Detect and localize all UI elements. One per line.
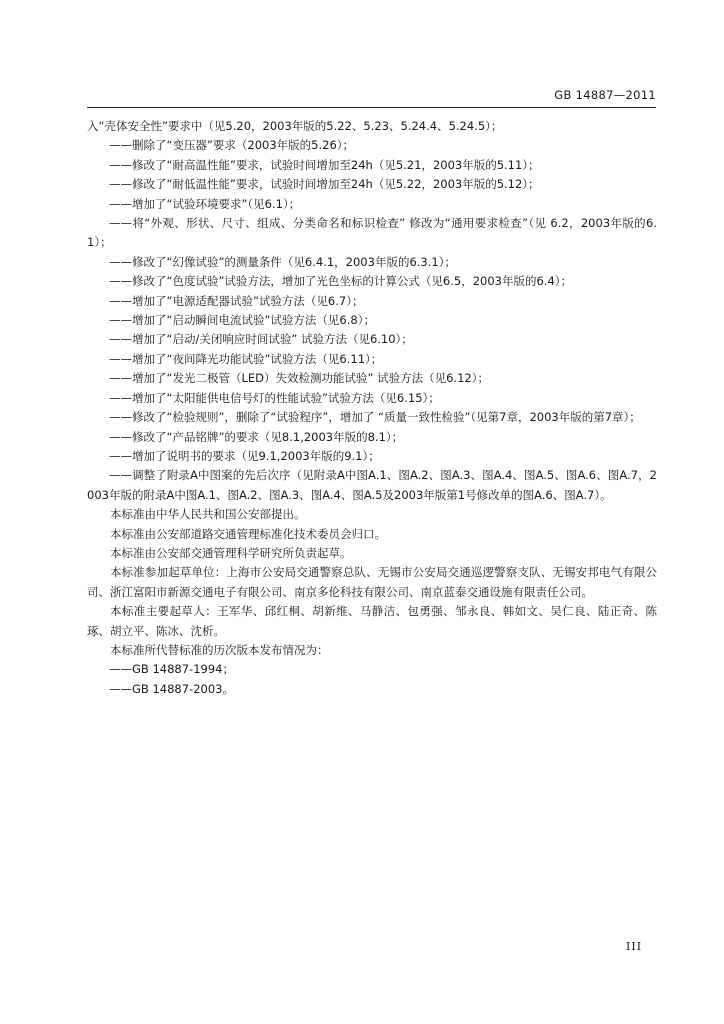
header-rule	[87, 107, 656, 108]
list-item: ——修改了“检验规则”，删除了“试验程序”，增加了 “质量一致性检验”（见第7章，2003年版的第7章）；	[109, 410, 641, 425]
standard-code: GB 14887—2011	[554, 88, 656, 102]
list-item: ——调整了附录A中图案的先后次序（见附录A中图A.1、图A.2、图A.3、图A.4、图A.5、图A.6、图A.7，2003年版的附录A中图A.1、图A.2、图A.3、图A.4、图A.5及2003年版第1号修改单的图A.6、图A.7）。	[87, 468, 657, 502]
paragraph: 本标准由公安部道路交通管理标准化技术委员会归口。	[110, 526, 386, 541]
list-item: ——增加了“启动瞬间电流试验”试验方法（见6.8）；	[109, 313, 375, 328]
paragraph: 本标准主要起草人：王军华、邱红桐、胡新维、马静洁、包勇强、邹永良、韩如文、吴仁良、陆正奇、陈琢、胡立平、陈冰、沈析。	[87, 604, 657, 638]
list-item: ——增加了“电源适配器试验”试验方法（见6.7）；	[109, 293, 364, 308]
list-item: ——GB 14887-1994；	[109, 662, 234, 677]
list-item: ——修改了“耐高温性能”要求，试验时间增加至24h（见5.21，2003年版的5.11）；	[109, 157, 540, 172]
list-item: ——将“外观、形状、尺寸、组成、分类命名和标识检查” 修改为“通用要求检查”（见 6.2，2003年版的6.1）；	[87, 216, 657, 250]
paragraph: 本标准所代替标准的历次版本发布情况为：	[110, 642, 329, 657]
list-item: ——修改了“色度试验”试验方法，增加了光色坐标的计算公式（见6.5，2003年版的6.4）；	[109, 274, 573, 289]
list-item: ——修改了“耐低温性能”要求，试验时间增加至24h（见5.22，2003年版的5.12）；	[109, 177, 540, 192]
list-item: ——修改了“幻像试验”的测量条件（见6.4.1，2003年版的6.3.1）；	[109, 254, 456, 269]
paragraph: 本标准由公安部交通管理科学研究所负责起草。	[110, 545, 352, 560]
list-item: ——修改了“产品铭牌”的要求（见8.1,2003年版的8.1）；	[109, 429, 404, 444]
page-number: III	[626, 940, 643, 953]
list-item: ——增加了说明书的要求（见9.1,2003年版的9.1）；	[109, 448, 380, 463]
document-body	[87, 117, 657, 699]
list-item: ——增加了“发光二极管（LED）失效检测功能试验” 试验方法（见6.12）；	[109, 371, 489, 386]
list-item: ——增加了“试验环境要求”（见6.1）；	[109, 196, 301, 211]
list-item: ——增加了“夜间降光功能试验”试验方法（见6.11）；	[109, 351, 383, 366]
list-item: ——GB 14887-2003。	[109, 681, 234, 696]
list-item: ——删除了“变压器”要求（2003年版的5.26）；	[109, 138, 355, 153]
paragraph: 本标准参加起草单位：上海市公安局交通警察总队、无锡市公安局交通巡逻警察支队、无锡安邦电气有限公司、浙江富阳市新源交通电子有限公司、南京多伦科技有限公司、南京蓝泰交通设施有限责任公司。	[87, 565, 657, 599]
text-line: 入“壳体安全性”要求中（见5.20，2003年版的5.22、5.23、5.24.4、5.24.5）；	[87, 119, 503, 133]
list-item: ——增加了“启动/关闭响应时间试验” 试验方法（见6.10）；	[109, 332, 413, 347]
list-item: ——增加了“太阳能供电信号灯的性能试验”试验方法（见6.15）；	[109, 390, 440, 405]
paragraph: 本标准由中华人民共和国公安部提出。	[110, 507, 306, 522]
